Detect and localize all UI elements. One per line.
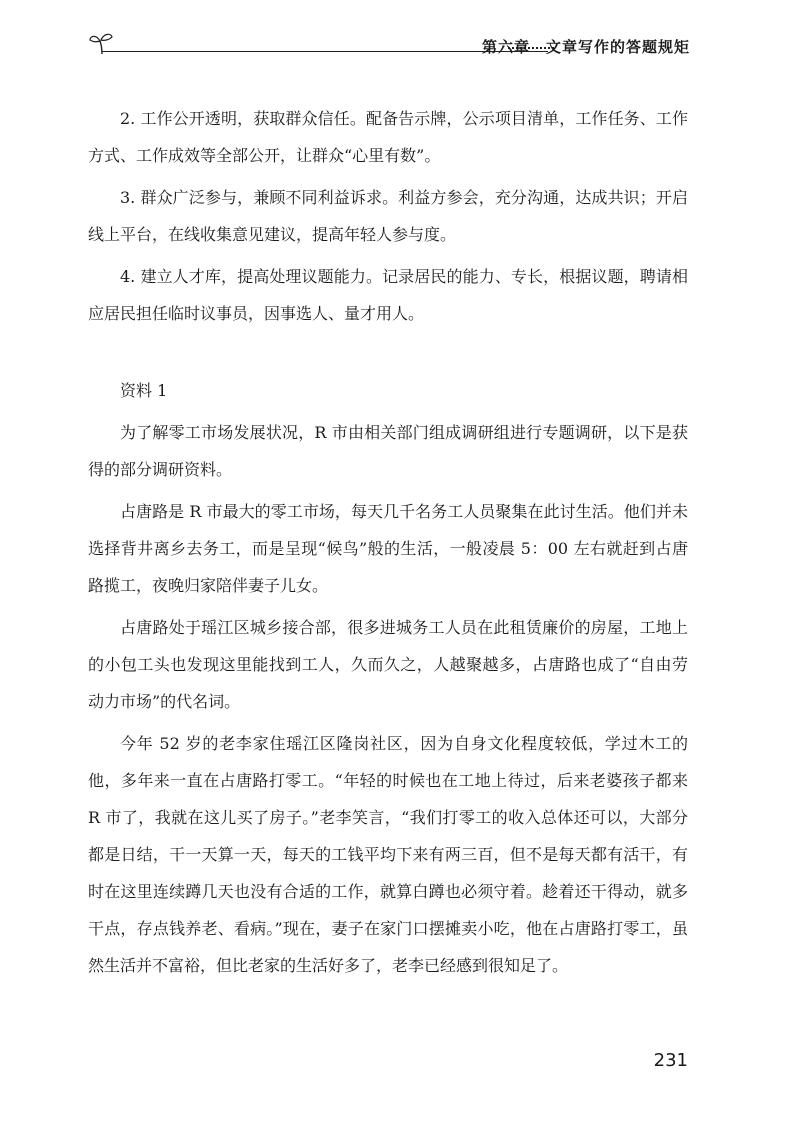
list-item: 2. 工作公开透明，获取群众信任。配备告示牌，公示项目清单，工作任务、工作方式、工作成效等全部公开，让群众“心里有数”。 [88, 109, 688, 165]
page-body [88, 100, 688, 989]
paragraph: 占唐路是 R 市最大的零工市场，每天几千名务工人员聚集在此讨生活。他们并未选择背井离乡去务工，而是呈现“候鸟”般的生活，一般凌晨 5：00 左右就赶到占唐路揽工，夜晚归家陪伴妻子儿女。 [88, 502, 688, 595]
list-item: 3. 群众广泛参与，兼顾不同利益诉求。利益方参会，充分沟通，达成共识；开启线上平台，在线收集意见建议，提高年轻人参与度。 [88, 188, 688, 244]
chapter-title: 第六章 文章写作的答题规矩 [481, 38, 690, 56]
paragraph: 今年 52 岁的老李家住瑶江区隆岗社区，因为自身文化程度较低，学过木工的他，多年来一直在占唐路打零工。“年轻的时候也在工地上待过，后来老婆孩子都来 R 市了，我就在这儿买了房子。”老李笑言，“我们打零工的收入总体还可以，大部分都是日结，干一天算一天，每天的工钱平均下来有两三百，但不是每天都有活干，有时在这里连续蹲几天也没有合适的工作，就算白蹲也必须守着。趁着还干得动，就多干点，存点钱养老、看病。”现在，妻子在家门口摆摊卖小吃，他在占唐路打零工，虽然生活并不富裕，但比老家的生活好多了，老李已经感到很知足了。 [88, 734, 688, 975]
list-item: 4. 建立人才库，提高处理议题能力。记录居民的能力、专长，根据议题，聘请相应居民担任临时议事员，因事选人、量才用人。 [88, 267, 688, 323]
page-number: 231 [653, 1050, 688, 1071]
paragraph: 为了解零工市场发展状况，R 市由相关部门组成调研组进行专题调研，以下是获得的部分调研资料。 [88, 423, 688, 479]
paragraph: 占唐路处于瑶江区城乡接合部，很多进城务工人员在此租赁廉价的房屋，工地上的小包工头也发现这里能找到工人，久而久之，人越聚越多，占唐路也成了“自由劳动力市场”的代名词。 [88, 618, 688, 711]
sprout-icon [88, 30, 116, 60]
page-header [88, 30, 690, 60]
section-heading: 资料 1 [120, 381, 168, 400]
